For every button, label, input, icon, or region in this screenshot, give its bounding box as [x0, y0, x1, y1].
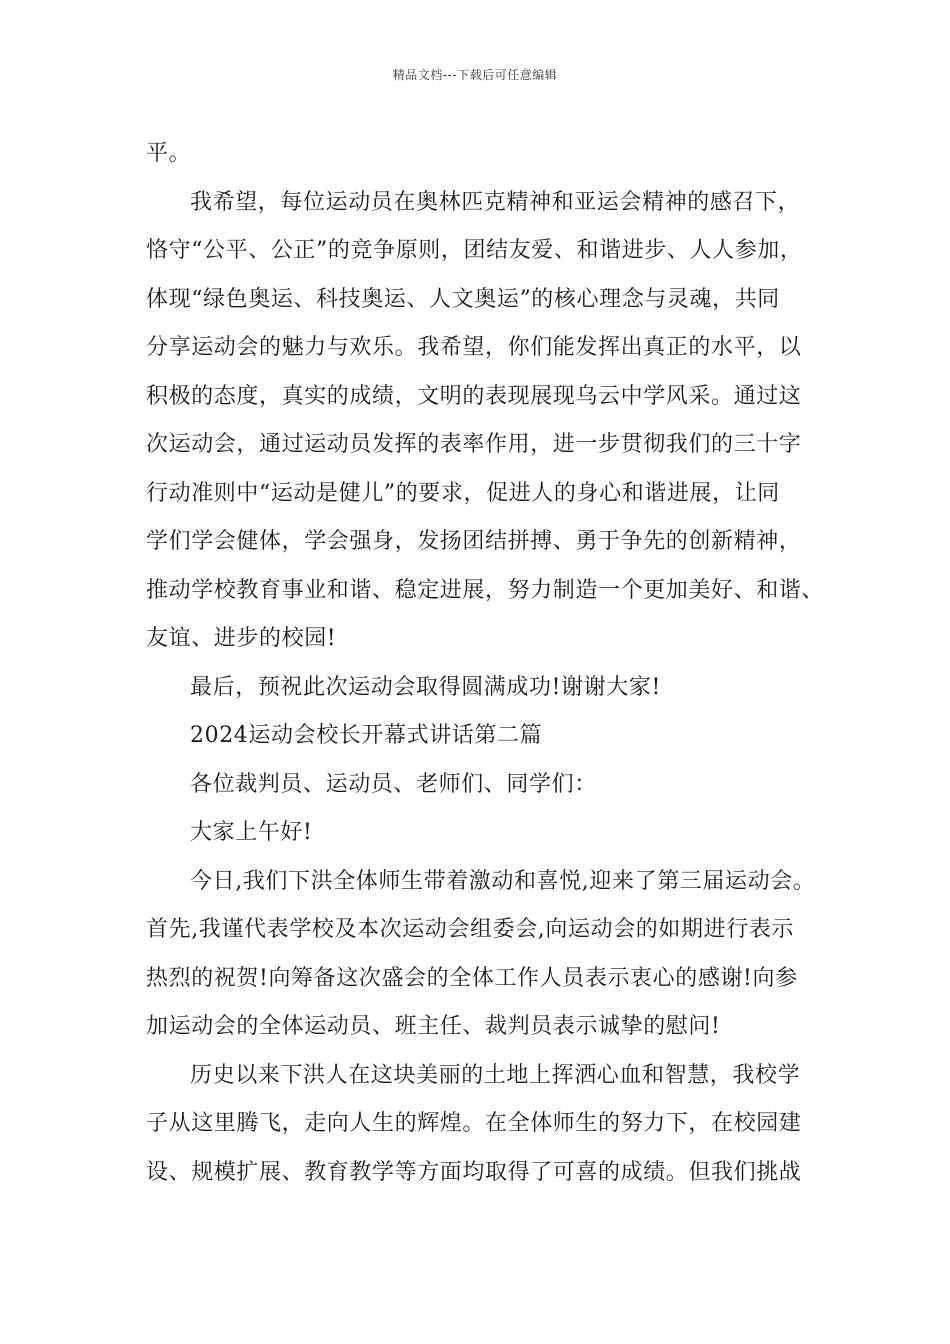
page-header: 精品文档---下载后可任意编辑 — [392, 68, 558, 82]
text-line: 积极的态度，真实的成绩，文明的表现展现乌云中学风采。通过这 — [146, 383, 802, 409]
text-line: 首先,我谨代表学校及本次运动会组委会,向运动会的如期进行表示 — [146, 917, 794, 942]
text-line: 最后，预祝此次运动会取得圆满成功!谢谢大家! — [190, 674, 661, 700]
text-line: 大家上午好! — [190, 820, 313, 845]
text-line: 分享运动会的魅力与欢乐。我希望，你们能发挥出真正的水平，以 — [146, 335, 802, 360]
text-line: 体现“绿色奥运、科技奥运、人文奥运”的核心理念与灵魂，共同 — [146, 286, 780, 312]
text-line: 热烈的祝贺!向筹备这次盛会的全体工作人员表示衷心的感谢!向参 — [146, 965, 798, 991]
text-line: 我希望，每位运动员在奥林匹克精神和亚运会精神的感召下， — [190, 189, 801, 215]
text-line: 学们学会健体，学会强身，发扬团结拼搏、勇于争先的创新精神， — [146, 529, 802, 554]
text-line: 设、规模扩展、教育教学等方面均取得了可喜的成绩。但我们挑战 — [146, 1159, 802, 1185]
text-line: 友谊、进步的校园! — [146, 626, 337, 651]
text-line: 各位裁判员、运动员、老师们、同学们： — [190, 771, 597, 797]
text-line: 行动准则中“运动是健儿”的要求，促进人的身心和谐进展，让同 — [146, 480, 780, 506]
text-line: 历史以来下洪人在这块美丽的土地上挥洒心血和智慧，我校学 — [190, 1062, 801, 1088]
text-line: 加运动会的全体运动员、班主任、裁判员表示诚挚的慰问! — [146, 1014, 721, 1039]
text-line: 今日,我们下洪全体师生带着激动和喜悦,迎来了第三届运动会。 — [190, 868, 816, 894]
text-line: 平。 — [146, 141, 192, 166]
text-line: 恪守“公平、公正”的竞争原则，团结友爱、和谐进步、人人参加， — [146, 238, 803, 263]
text-line: 推动学校教育事业和谐、稳定进展，努力制造一个更加美好、和谐、 — [146, 577, 825, 603]
text-line: 2024运动会校长开幕式讲话第二篇 — [190, 723, 543, 748]
text-line: 子从这里腾飞，走向人生的辉煌。在全体师生的努力下，在校园建 — [146, 1111, 802, 1136]
text-line: 次运动会，通过运动员发挥的表率作用，进一步贯彻我们的三十字 — [146, 432, 802, 457]
document-body — [146, 130, 826, 1197]
